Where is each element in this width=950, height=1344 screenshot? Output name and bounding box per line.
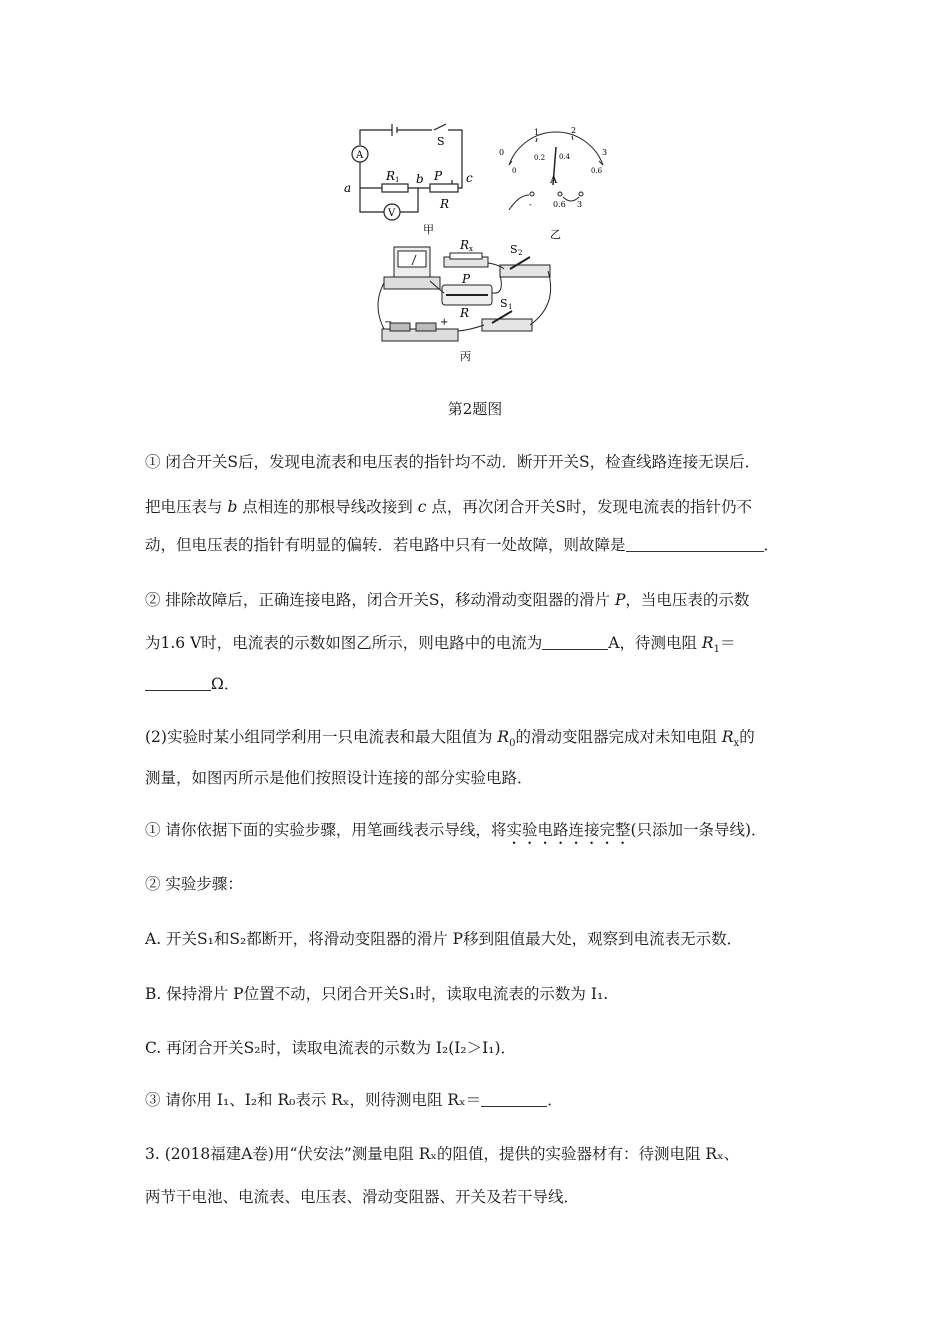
circuit-diagram-jia xyxy=(340,120,480,235)
jia-caption: 甲 xyxy=(423,223,434,235)
answer-blank-current[interactable] xyxy=(542,635,608,650)
bing-label-R: R xyxy=(460,306,470,320)
answer-blank-rx[interactable] xyxy=(481,1092,547,1107)
q2-line1: ② 排除故障后，正确连接电路，闭合开关S，移动滑动变阻器的滑片 P，当电压表的示数 xyxy=(145,591,750,609)
bing-label-P: P xyxy=(462,272,471,286)
yi-scale-0.2: 0.2 xyxy=(534,154,546,162)
yi-caption: 乙 xyxy=(550,228,561,240)
yi-scale-2: 2 xyxy=(571,126,577,135)
jia-label-A: A xyxy=(356,150,364,161)
jia-label-R: R xyxy=(440,197,450,211)
bing-label-Rx: R xyxy=(460,238,470,252)
yi-scale-0: 0 xyxy=(499,148,505,157)
jia-label-c: c xyxy=(466,171,473,185)
answer-blank-fault[interactable] xyxy=(626,537,764,552)
p2-line4: ② 实验步骤： xyxy=(145,875,243,893)
figure-title: 第2题图 xyxy=(447,400,503,418)
physical-circuit-bing xyxy=(370,235,560,365)
q2-line2: 为1.6 V时，电流表的示数如图乙所示，则电路中的电流为 A，待测电阻 $R_1=$ xyxy=(145,634,736,656)
bing-label-S2-sub: 2 xyxy=(518,249,523,257)
q1-line1: ① 闭合开关S后，发现电流表和电压表的指针均不动．断开开关S，检查线路连接无误后． xyxy=(145,453,761,471)
yi-scale-zero: 0 xyxy=(512,167,517,175)
bing-caption: 丙 xyxy=(460,350,471,363)
yi-terminal-0.6: 0.6 xyxy=(553,200,566,209)
jia-label-S: S xyxy=(437,135,445,148)
yi-scale-0.6: 0.6 xyxy=(591,167,603,175)
q1-line3: 动，但电压表的指针有明显的偏转．若电路中只有一处故障，则故障是 ． xyxy=(145,536,780,554)
answer-blank-resistance[interactable] xyxy=(145,676,211,691)
yi-terminal-minus: - xyxy=(529,200,532,209)
p2-line1: (2)实验时某小组同学利用一只电流表和最大阻值为 $R_0$的滑动变阻器完成对未知电阻 $R_x$的 xyxy=(145,728,755,750)
ammeter-dial-yi xyxy=(495,125,620,240)
p2-line3: ① 请你依据下面的实验步骤，用笔画线表示导线，将实验电路连接完整(只添加一条导线)． xyxy=(145,821,767,839)
q3-line1: 3. (2018福建A卷)用“伏安法”测量电阻 Rₓ的阻值，提供的实验器材有：待测电阻 Rₓ、 xyxy=(145,1145,740,1163)
yi-terminal-3: 3 xyxy=(577,200,583,209)
bing-label-plus: + xyxy=(440,317,449,328)
yi-unit: A xyxy=(550,175,558,186)
jia-label-R1: R xyxy=(386,169,396,183)
bing-label-S2: S xyxy=(510,243,518,256)
yi-scale-0.4: 0.4 xyxy=(559,153,571,161)
q2-line3: Ω． xyxy=(145,672,239,694)
bing-label-minus: − xyxy=(384,317,393,328)
bing-label-S1-sub: 1 xyxy=(508,303,513,311)
p2-line5: ③ 请你用 I₁、I₂和 R₀表示 Rₓ，则待测电阻 Rₓ＝ ． xyxy=(145,1091,563,1109)
jia-label-b: b xyxy=(416,172,424,186)
emphasis-text: 实验电路连接完整 xyxy=(506,821,631,839)
step-A: A. 开关S₁和S₂都断开，将滑动变阻器的滑片 P移到阻值最大处，观察到电流表无示数． xyxy=(145,930,743,948)
q1-line2: 把电压表与 b 点相连的那根导线改接到 c 点，再次闭合开关S时，发现电流表的指针仍不 xyxy=(145,498,752,516)
jia-label-P: P xyxy=(434,169,443,183)
step-B: B. 保持滑片 P位置不动，只闭合开关S₁时，读取电流表的示数为 I₁. xyxy=(145,985,609,1003)
bing-label-Rx-sub: x xyxy=(469,245,473,253)
yi-scale-1: 1 xyxy=(534,128,540,137)
jia-label-R1-sub: 1 xyxy=(395,176,400,184)
yi-scale-3: 3 xyxy=(602,148,608,157)
q3-line2: 两节干电池、电流表、电压表、滑动变阻器、开关及若干导线． xyxy=(145,1188,580,1206)
step-C: C. 再闭合开关S₂时，读取电流表的示数为 I₂(I₂＞I₁)． xyxy=(145,1039,517,1057)
jia-label-V: V xyxy=(388,208,396,219)
p2-line2: 测量，如图丙所示是他们按照设计连接的部分实验电路． xyxy=(145,769,533,787)
bing-label-S1: S xyxy=(500,297,508,310)
jia-label-a: a xyxy=(344,181,352,195)
